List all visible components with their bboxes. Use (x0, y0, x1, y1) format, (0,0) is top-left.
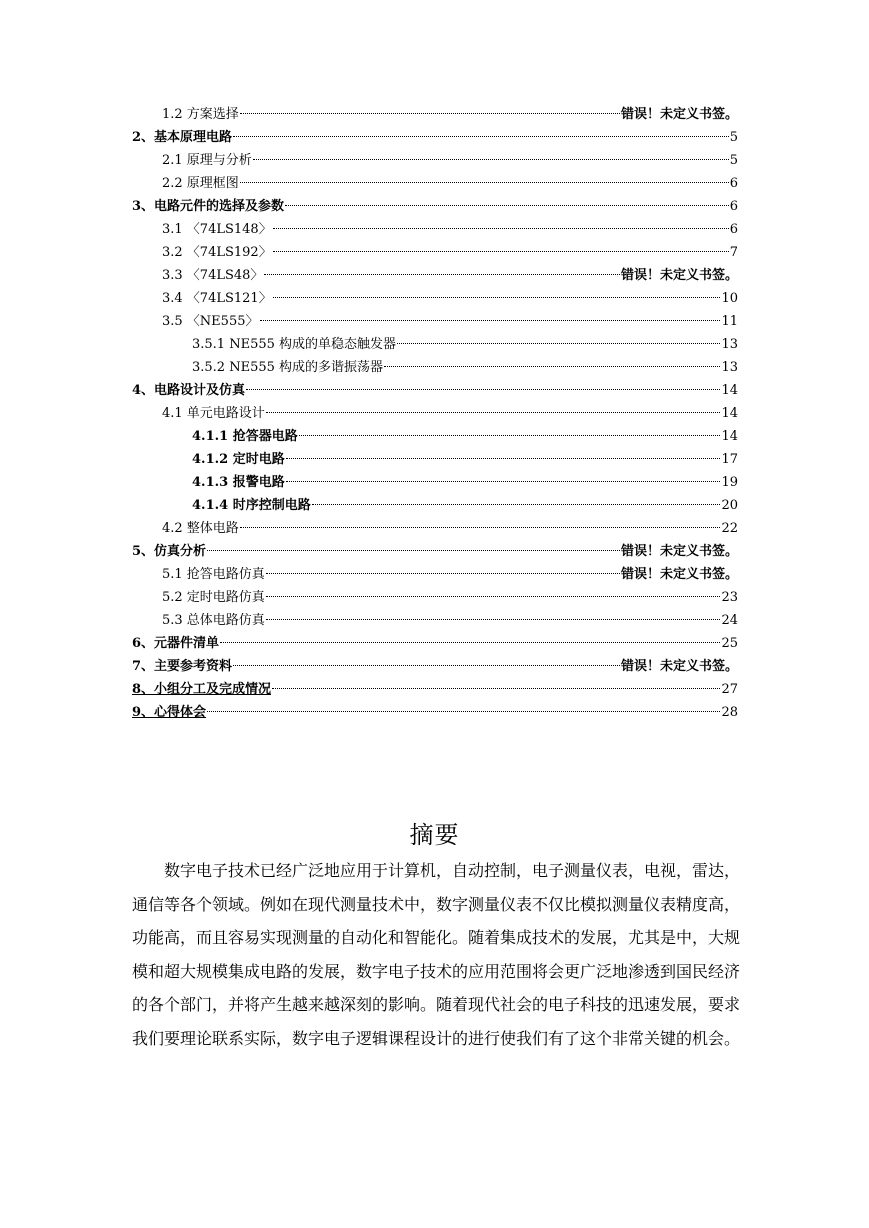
toc-entry-title: 8、小组分工及完成情况 (132, 682, 272, 697)
toc-entry-error-text: 错误！未定义书签。 (620, 567, 738, 582)
toc-dot-leader (273, 297, 721, 298)
toc-dot-leader (285, 205, 729, 206)
toc-entry-title: 5.3 总体电路仿真 (162, 613, 265, 628)
toc-entry[interactable] (132, 701, 738, 724)
toc-entry-page-number: 6 (729, 222, 738, 237)
toc-dot-leader (207, 711, 720, 712)
toc-entry-error-text: 错误！未定义书签。 (620, 659, 738, 674)
toc-entry-page-number: 14 (721, 429, 738, 444)
toc-dot-leader (312, 504, 721, 505)
toc-entry[interactable] (132, 425, 738, 448)
toc-entry-error-text: 错误！未定义书签。 (620, 268, 738, 283)
toc-entry-page-number: 20 (721, 498, 738, 513)
toc-entry[interactable] (132, 517, 738, 540)
toc-dot-leader (240, 113, 620, 114)
toc-dot-leader (260, 320, 721, 321)
toc-entry[interactable] (132, 126, 738, 149)
toc-entry[interactable] (132, 264, 738, 287)
toc-entry-page-number: 6 (729, 176, 738, 191)
toc-entry-page-number: 6 (729, 199, 738, 214)
toc-entry-page-number: 27 (721, 682, 738, 697)
toc-entry-page-number: 17 (721, 452, 738, 467)
toc-entry-title: 3.2 〈74LS192〉 (162, 245, 272, 260)
toc-dot-leader (220, 642, 720, 643)
toc-entry[interactable] (132, 172, 738, 195)
toc-dot-leader (397, 343, 720, 344)
toc-dot-leader (273, 251, 729, 252)
toc-entry-title: 3.5.1 NE555 构成的单稳态触发器 (192, 337, 397, 352)
toc-dot-leader (240, 527, 721, 528)
toc-dot-leader (233, 136, 729, 137)
toc-entry[interactable] (132, 402, 738, 425)
toc-entry-page-number: 13 (721, 360, 738, 375)
toc-entry-page-number: 28 (721, 705, 738, 720)
toc-entry-page-number: 23 (721, 590, 738, 605)
toc-entry-title: 3.3 〈74LS48〉 (162, 268, 264, 283)
toc-dot-leader (266, 573, 620, 574)
toc-entry[interactable] (132, 540, 738, 563)
toc-entry-page-number: 22 (721, 521, 738, 536)
toc-dot-leader (384, 366, 720, 367)
toc-entry-title: 9、心得体会 (132, 705, 207, 720)
toc-entry-title: 3.5 〈NE555〉 (162, 314, 259, 329)
toc-entry-title: 5.1 抢答电路仿真 (162, 567, 265, 582)
toc-entry[interactable] (132, 655, 738, 678)
toc-entry[interactable] (132, 149, 738, 172)
toc-dot-leader (273, 228, 729, 229)
toc-entry-title: 6、元器件清单 (132, 636, 220, 651)
toc-entry-title: 2、基本原理电路 (132, 130, 233, 145)
toc-entry-title: 4.1 单元电路设计 (162, 406, 265, 421)
toc-entry-page-number: 5 (729, 130, 738, 145)
toc-dot-leader (286, 481, 721, 482)
toc-entry-title: 4.1.1 抢答器电路 (192, 429, 298, 444)
toc-entry-title: 7、主要参考资料 (132, 659, 233, 674)
toc-dot-leader (299, 435, 721, 436)
toc-entry-error-text: 错误！未定义书签。 (620, 107, 738, 122)
toc-entry-title: 3.1 〈74LS148〉 (162, 222, 272, 237)
toc-entry-error-text: 错误！未定义书签。 (620, 544, 738, 559)
toc-dot-leader (233, 665, 620, 666)
toc-entry-page-number: 7 (729, 245, 738, 260)
toc-entry[interactable] (132, 195, 738, 218)
table-of-contents (132, 103, 738, 724)
toc-entry-title: 2.2 原理框图 (162, 176, 239, 191)
toc-entry[interactable] (132, 310, 738, 333)
toc-entry-page-number: 14 (721, 406, 738, 421)
toc-dot-leader (266, 596, 721, 597)
toc-entry-page-number: 14 (721, 383, 738, 398)
toc-entry[interactable] (132, 287, 738, 310)
toc-dot-leader (253, 159, 729, 160)
toc-entry-title: 5、仿真分析 (132, 544, 207, 559)
toc-entry-title: 4.1.4 时序控制电路 (192, 498, 311, 513)
toc-dot-leader (266, 619, 721, 620)
toc-entry-title: 3.5.2 NE555 构成的多谐振荡器 (192, 360, 384, 375)
toc-entry-page-number: 5 (729, 153, 738, 168)
abstract-body: 数字电子技术已经广泛地应用于计算机，自动控制，电子测量仪表，电视，雷达，通信等各个领域。例如在现代测量技术中，数字测量仪表不仅比模拟测量仪表精度高，功能高，而且容易实现测量的自动化和智能化。随着集成技术的发展，尤其是中，大规模和超大规模集成电路的发展，数字电子技术的应用范围将会更广泛地渗透到国民经济的各个部门，并将产生越来越深刻的影响。随着现代社会的电子科技的迅速发展，要求我们要理论联系实际，数字电子逻辑课程设计的进行使我们有了这个非常关键的机会。 (132, 861, 741, 1048)
toc-dot-leader (207, 550, 620, 551)
toc-entry[interactable] (132, 494, 738, 517)
toc-entry-page-number: 19 (721, 475, 738, 490)
toc-entry[interactable] (132, 563, 738, 586)
toc-entry-title: 4、电路设计及仿真 (132, 383, 246, 398)
abstract-title: 摘要 (409, 821, 460, 849)
toc-entry-title: 5.2 定时电路仿真 (162, 590, 265, 605)
toc-entry-title: 4.1.3 报警电路 (192, 475, 285, 490)
toc-entry[interactable] (132, 379, 738, 402)
toc-dot-leader (240, 182, 729, 183)
toc-dot-leader (286, 458, 721, 459)
toc-entry[interactable] (132, 103, 738, 126)
toc-entry[interactable] (132, 356, 738, 379)
toc-entry-title: 4.1.2 定时电路 (192, 452, 285, 467)
toc-entry-title: 1.2 方案选择 (162, 107, 239, 122)
toc-entry[interactable] (132, 333, 738, 356)
toc-entry-page-number: 13 (721, 337, 738, 352)
toc-entry[interactable] (132, 678, 738, 701)
toc-entry-page-number: 24 (721, 613, 738, 628)
toc-entry-title: 2.1 原理与分析 (162, 153, 252, 168)
toc-entry-title: 3、电路元件的选择及参数 (132, 199, 285, 214)
toc-dot-leader (266, 412, 721, 413)
toc-dot-leader (246, 389, 720, 390)
toc-entry[interactable] (132, 471, 738, 494)
toc-entry-page-number: 11 (721, 314, 738, 329)
toc-entry[interactable] (132, 586, 738, 609)
toc-entry[interactable] (132, 448, 738, 471)
toc-entry[interactable] (132, 609, 738, 632)
toc-entry[interactable] (132, 218, 738, 241)
toc-entry-page-number: 10 (721, 291, 738, 306)
toc-entry-page-number: 25 (721, 636, 738, 651)
toc-entry[interactable] (132, 632, 738, 655)
toc-entry-title: 3.4 〈74LS121〉 (162, 291, 272, 306)
toc-dot-leader (264, 274, 620, 275)
toc-dot-leader (272, 688, 720, 689)
toc-entry[interactable] (132, 241, 738, 264)
toc-entry-title: 4.2 整体电路 (162, 521, 239, 536)
